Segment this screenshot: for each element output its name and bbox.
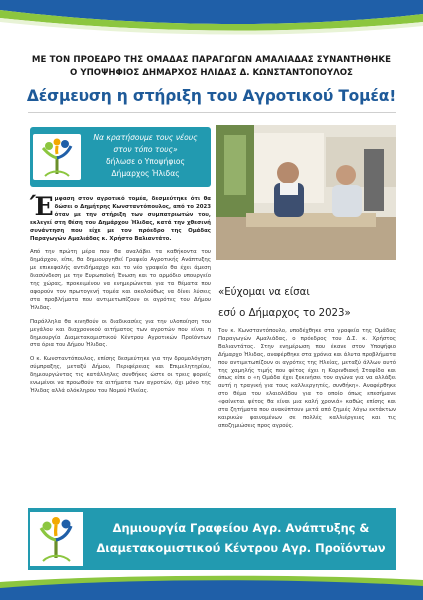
bottom-title xyxy=(90,518,392,558)
top-decorative-band xyxy=(0,0,423,48)
bottom-title-line-2: Διαμετακομιστικού Κέντρου Αγρ. Προϊόντων xyxy=(96,541,386,555)
bottom-title-line-1: Δημιουργία Γραφείου Αγρ. Ανάπτυξης & xyxy=(112,521,370,535)
article-right-column: Τον κ. Κωνσταντόπουλο, υποδέχθηκε στα γραφεία της Ομάδας Παραγωγών Αμαλιάδας, ο πρόεδρος του Δ.Σ. κ. Χρήστος Βαλιαντάτος. Στην ενημέρωση που έκανε στον Υποψήφιο Δήμαρχο Ήλιδας, αναφέρθηκε στα χρόνια και άλυτα προβλήματα που αντιμετωπίζουν οι αγρότες της Ηλείας, μεταξύ άλλων αυτό της χαμηλής τιμής που φέτος έχει η Κορινθιακή Σταφίδα και όπως είπε ο «η Ομάδα έχει ξεκινήσει τον αγώνα για να αλλάξει αυτή η τραγική για τους καλλιεργητές, συνθήκη». Αναφέρθηκε στο θέμα του ελαιολάδου για το οποίο όπως επεσήμανε «φαίνεται φέτος θα είναι μια καλή χρονιά» καθώς επίσης και στα ζητήματα που ανακύπτουν μετά από ζημιές λόγω εκτάκτων καιρικών φαινομένων σε πολλές καλλιέργειες και τις αποζημιώσεις προς αγρούς. xyxy=(218,328,396,429)
bottom-decorative-band xyxy=(0,574,423,600)
promo-text xyxy=(82,132,209,180)
title-divider xyxy=(28,112,396,113)
dropcap: Έ xyxy=(30,192,54,221)
header-line-2: Ο ΥΠΟΨΗΦΙΟΣ ΔΗΜΑΡΧΟΣ ΗΛΙΔΑΣ Δ. ΚΩΝΣΤΑΝΤΟΠΟΥΛΟΣ xyxy=(70,68,353,78)
quote-line-2: εσύ ο Δήμαρχος το 2023» xyxy=(218,308,351,319)
lead-paragraph xyxy=(30,192,211,243)
bottom-banner xyxy=(28,508,396,570)
promo-line-1: Να κρατήσουμε τους νέους xyxy=(93,133,198,142)
promo-line-4: Δήμαρχος Ήλιδας xyxy=(111,169,180,178)
meeting-photo xyxy=(216,125,396,260)
lead-text: μφαση στον αγροτικό τομέα, δεσμεύτηκε ότι θα δώσει ο Δημήτρης Κωνσταντόπουλος, από το 2023 όταν με την στήριξη των συμπατριωτών του, εκλεγεί στη θέση του Δημάρχου Ήλιδας, κατά την χθεσινή συνάντηση που είχε με τον πρόεδρο της Ομάδας Παραγωγών Αμαλιάδας κ. Χρήστο Βαλιαντάτο. xyxy=(30,196,211,242)
promo-line-3: δήλωσε ο Υποψήφιος xyxy=(105,157,186,166)
promo-box xyxy=(30,127,211,187)
article-left-column xyxy=(30,192,211,402)
quote-line-1: «Εύχομαι να είσαι xyxy=(218,287,310,298)
header-line-1: ΜΕ ΤΟΝ ΠΡΟΕΔΡΟ ΤΗΣ ΟΜΑΔΑΣ ΠΑΡΑΓΩΓΩΝ ΑΜΑΛΙΑΔΑΣ ΣΥΝΑΝΤΗΘΗΚΕ xyxy=(31,55,392,65)
tree-of-people-logo-icon xyxy=(33,134,81,180)
promo-line-2: στον τόπο τους» xyxy=(113,145,178,154)
page-title: Δέσμευση η στήριξη του Αγροτικού Τομέα! xyxy=(26,87,397,105)
tree-of-people-logo-icon xyxy=(30,512,83,566)
paragraph-4: Ο κ. Κωνσταντόπουλος, επίσης δεσμεύτηκε για την δρομολόγηση σύμπραξης, μεταξύ Δήμου, Περιφέρειας και Επιμελητηρίου, δημιουργώντας τις κατάλληλες συνθήκες ώστε οι τρεις φορείς ενωμένοι να προωθούν τα αιτήματα των αγροτών, όχι μόνο της Ήλιδας αλλά ολόκληρου του Νομού Ηλείας. xyxy=(30,356,211,394)
pull-quote xyxy=(218,282,396,324)
paragraph-2: Από την πρώτη μέρα που θα αναλάβει τα καθήκοντα του δημάρχου, είπε, θα δημιουργηθεί Γραφείο Αγροτικής Ανάπτυξης με επικεφαλής αντιδήμαρχο και το νέο γραφείο θα έχει άμεση διασύνδεση με την Ευρωπαϊκή Ένωση και το αρμόδιο υπουργείο της χώρας, προκειμένου να ενημερώνεται για τα θέματα που αφορούν τον πρωτογενή τομέα και ακολούθως να δίνει λύσεις στα προβλήματα που αντιμετωπίζουν οι αγρότες του Δήμου Ήλιδας. xyxy=(30,249,211,311)
paragraph-3: Παράλληλα θα κινηθούν οι διαδικασίες για την υλοποίηση του μεγάλου και διαχρονικού αιτήματος των αγροτών που είναι η δημιουργία Διαμετακομιστικού Κέντρου Αγροτικών Προϊόντων στα όρια του Δήμου Ήλιδας. xyxy=(30,318,211,349)
